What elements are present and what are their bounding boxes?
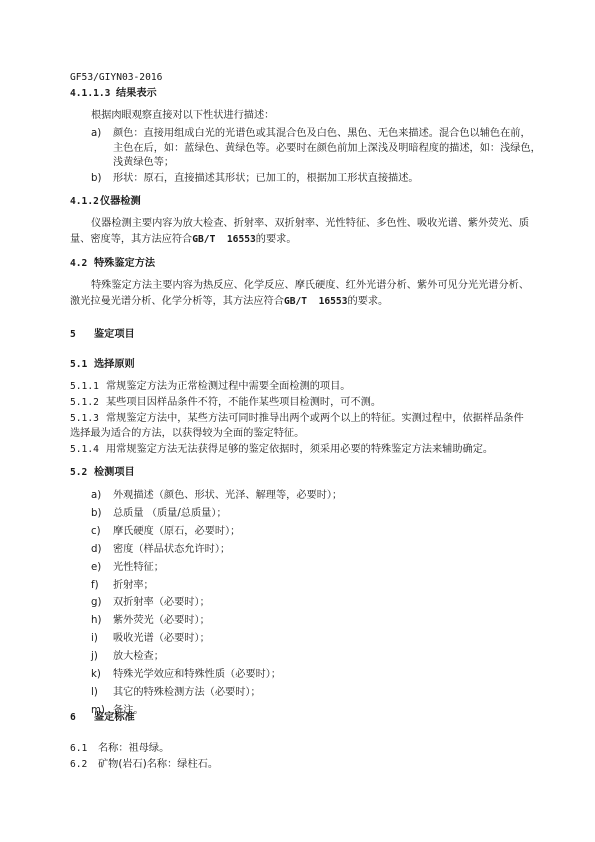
clause (70, 412, 524, 426)
list-item-text: 密度（样品状态允许时）； (113, 544, 231, 555)
paragraph (70, 295, 388, 309)
heading-6 (70, 711, 135, 725)
clause-text: 常规鉴定方法为正常检测过程中需要全面检测的项目。 (106, 381, 351, 392)
paragraph-text: 量、密度等，其方法应符合 (70, 234, 193, 245)
section-number: 5 (70, 329, 76, 340)
list-marker: d) (91, 544, 102, 555)
clause (70, 758, 218, 772)
paragraph: 根据肉眼观察直接对以下性状进行描述： (91, 110, 275, 121)
list-item-text: 吸收光谱（必要时）； (113, 633, 210, 644)
paragraph-text: 的要求。 (347, 296, 389, 307)
clause-text: 用常规鉴定方法无法获得足够的鉴定依据时，须采用必要的特殊鉴定方法来辅助确定。 (106, 444, 494, 455)
paragraph-text: 的要求。 (255, 234, 297, 245)
list-marker: k) (91, 669, 101, 680)
list-item-text: 总质量 （质量/总质量）； (113, 508, 227, 519)
heading-5-1 (70, 358, 135, 372)
list-marker: f) (91, 580, 99, 591)
clause-continuation: 选择最为适合的方法，以获得较为全面的鉴定特征。 (70, 428, 305, 439)
standard-reference: GB/T 16553 (192, 234, 256, 245)
list-marker: a) (91, 490, 102, 501)
section-title: 结果表示 (116, 88, 157, 99)
clause (70, 396, 381, 410)
clause-text: 常规鉴定方法中，某些方法可同时推导出两个或两个以上的特征。实测过程中，依据样品条件 (106, 413, 524, 424)
section-number: 5.1 (70, 359, 88, 370)
section-title: 鉴定标准 (94, 712, 135, 723)
list-marker: e) (91, 562, 102, 573)
clause (70, 380, 351, 394)
list-marker: m) (91, 705, 105, 716)
list-item-text: 形状：原石，直接描述其形状；已加工的，根据加工形状直接描述。 (113, 173, 419, 184)
clause-number: 6.2 (70, 759, 88, 770)
section-number: 4.2 (70, 258, 88, 269)
list-marker: a) (91, 128, 102, 139)
clause-number: 6.1 (70, 743, 88, 754)
section-number: 6 (70, 712, 76, 723)
list-marker: b) (91, 508, 102, 519)
heading-4-1-1-3 (70, 87, 157, 101)
list-marker: b) (91, 173, 102, 184)
clause-number: 5.1.3 (70, 413, 99, 424)
list-item-text: 主色在后，如：蓝绿色、黄绿色等。必要时在颜色前加上深浅及明暗程度的描述，如：浅绿色， (113, 143, 541, 154)
list-marker: c) (91, 526, 101, 537)
list-item-text: 浅黄绿色等； (113, 157, 175, 168)
list-item-text: 备注。 (113, 705, 144, 716)
section-number: 4.1.2 (70, 196, 99, 207)
section-title: 仪器检测 (100, 196, 141, 207)
paragraph: 特殊鉴定方法主要内容为热反应、化学反应、摩氏硬度、红外光谱分析、紫外可见分光光谱分析、 (91, 280, 530, 291)
list-item-text: 颜色：直接用组成白光的光谱色或其混合色及白色、黑色、无色来描述。混合色以辅色在前， (113, 128, 531, 139)
section-number: 4.1.1.3 (70, 88, 111, 99)
clause-text: 矿物(岩石)名称：绿柱石。 (98, 759, 219, 770)
heading-5-2 (70, 466, 135, 480)
clause-text: 某些项目因样品条件不符，不能作某些项目检测时，可不测。 (106, 397, 382, 408)
list-marker: j) (91, 651, 98, 662)
heading-5 (70, 328, 135, 342)
list-item-text: 双折射率（必要时）； (113, 597, 210, 608)
list-item-text: 特殊光学效应和特殊性质（必要时）； (113, 669, 282, 680)
section-title: 特殊鉴定方法 (94, 258, 156, 269)
list-item-text: 折射率； (113, 580, 154, 591)
clause (70, 443, 493, 457)
standard-reference: GB/T 16553 (283, 296, 348, 307)
clause-text: 名称：祖母绿。 (98, 743, 170, 754)
paragraph: 仪器检测主要内容为放大检查、折射率、双折射率、光性特征、多色性、吸收光谱、紫外荧光、质 (91, 218, 530, 229)
list-marker: l) (91, 687, 98, 698)
heading-4-1-2 (70, 195, 141, 209)
clause-number: 5.1.2 (70, 397, 99, 408)
list-item-text: 外观描述（颜色、形状、光泽、解理等，必要时）； (113, 490, 343, 501)
list-item-text: 放大检查； (113, 651, 164, 662)
list-item-text: 紫外荧光（必要时）； (113, 615, 210, 626)
section-number: 5.2 (70, 467, 88, 478)
list-item-text: 摩氏硬度（原石，必要时）； (113, 526, 241, 537)
heading-4-2 (70, 257, 155, 271)
section-title: 选择原则 (94, 359, 135, 370)
section-title: 鉴定项目 (94, 329, 135, 340)
list-marker: h) (91, 615, 102, 626)
clause-number: 5.1.1 (70, 381, 99, 392)
list-item-text: 其它的特殊检测方法（必要时）； (113, 687, 261, 698)
section-title: 检测项目 (94, 467, 135, 478)
clause (70, 742, 169, 756)
paragraph (70, 233, 297, 247)
list-item-text: 光性特征； (113, 562, 164, 573)
list-marker: g) (91, 597, 102, 608)
doc-code: GF53/GIYN03-2016 (70, 72, 163, 83)
clause-number: 5.1.4 (70, 444, 99, 455)
paragraph-text: 激光拉曼光谱分析、化学分析等，其方法应符合 (70, 296, 284, 307)
list-marker: i) (91, 633, 98, 644)
